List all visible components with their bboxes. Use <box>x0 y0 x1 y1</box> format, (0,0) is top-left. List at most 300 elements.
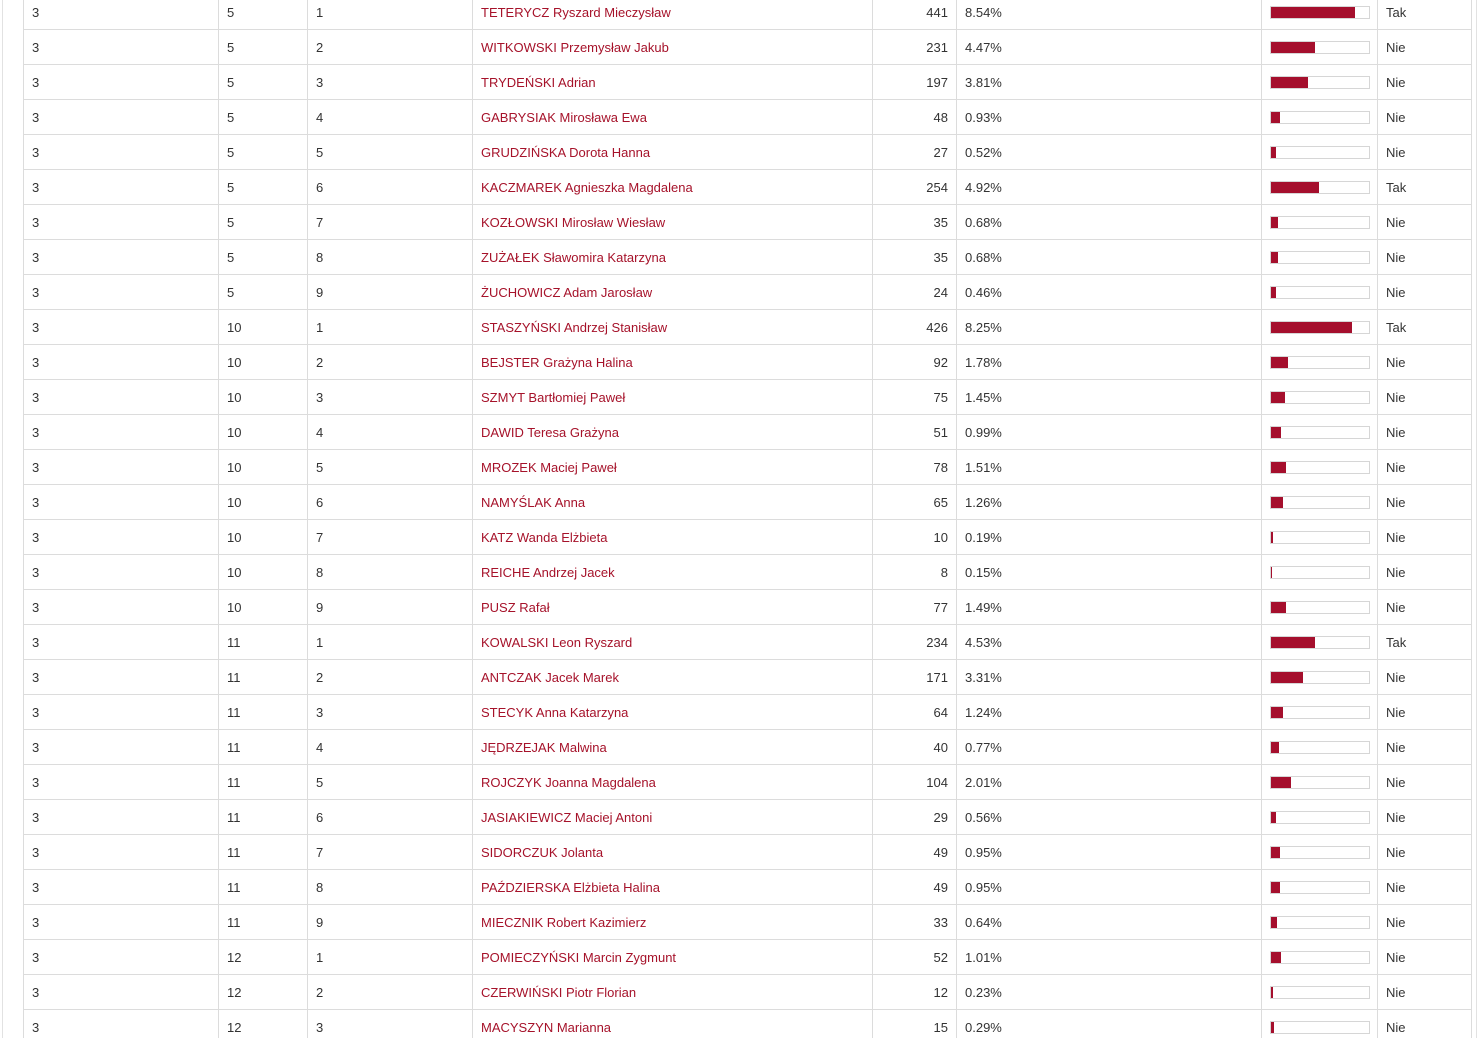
percent-bar-cell <box>1262 275 1378 310</box>
candidate-name-cell <box>473 135 873 170</box>
table-row <box>24 170 1472 205</box>
list-number-cell: 11 <box>219 905 308 940</box>
elected-cell: Tak <box>1378 0 1472 30</box>
candidate-name-cell <box>473 415 873 450</box>
position-cell: 8 <box>308 870 473 905</box>
votes-cell: 51 <box>873 415 957 450</box>
percent-bar <box>1270 1021 1370 1034</box>
percent-bar-fill <box>1271 392 1285 403</box>
list-number-cell: 5 <box>219 205 308 240</box>
votes-cell: 254 <box>873 170 957 205</box>
percent-bar-cell <box>1262 765 1378 800</box>
candidate-name-link[interactable]: PUSZ Rafał <box>481 599 550 615</box>
percent-bar-cell <box>1262 30 1378 65</box>
percent-cell: 4.47% <box>957 30 1262 65</box>
percent-bar-fill <box>1271 1022 1274 1033</box>
votes-cell: 12 <box>873 975 957 1010</box>
candidate-name-cell <box>473 625 873 660</box>
candidate-name-cell <box>473 520 873 555</box>
table-row <box>24 135 1472 170</box>
candidate-name-link[interactable]: ROJCZYK Joanna Magdalena <box>481 774 656 790</box>
elected-cell: Nie <box>1378 205 1472 240</box>
percent-bar <box>1270 286 1370 299</box>
percent-cell: 0.64% <box>957 905 1262 940</box>
candidate-name-link[interactable]: TRYDEŃSKI Adrian <box>481 74 596 90</box>
list-number-cell: 12 <box>219 975 308 1010</box>
percent-bar-cell <box>1262 940 1378 975</box>
position-cell: 4 <box>308 415 473 450</box>
percent-cell: 0.99% <box>957 415 1262 450</box>
percent-cell: 0.52% <box>957 135 1262 170</box>
votes-cell: 48 <box>873 100 957 135</box>
percent-bar-fill <box>1271 357 1288 368</box>
table-row <box>24 695 1472 730</box>
candidate-name-link[interactable]: PAŹDZIERSKA Elżbieta Halina <box>481 879 660 895</box>
elected-cell: Nie <box>1378 555 1472 590</box>
district-cell: 3 <box>24 730 219 765</box>
table-row <box>24 450 1472 485</box>
list-number-cell: 5 <box>219 65 308 100</box>
votes-cell: 197 <box>873 65 957 100</box>
position-cell: 7 <box>308 835 473 870</box>
list-number-cell: 11 <box>219 765 308 800</box>
percent-bar-cell <box>1262 660 1378 695</box>
percent-bar <box>1270 41 1370 54</box>
percent-bar-fill <box>1271 707 1283 718</box>
candidate-name-link[interactable]: SIDORCZUK Jolanta <box>481 844 604 860</box>
elected-cell: Nie <box>1378 520 1472 555</box>
elected-cell: Nie <box>1378 345 1472 380</box>
percent-bar-fill <box>1271 287 1276 298</box>
candidate-name-link[interactable]: MROZEK Maciej Paweł <box>481 459 617 475</box>
table-row <box>24 100 1472 135</box>
table-row <box>24 205 1472 240</box>
list-number-cell: 10 <box>219 485 308 520</box>
percent-bar <box>1270 216 1370 229</box>
candidate-name-cell <box>473 485 873 520</box>
elected-cell: Nie <box>1378 135 1472 170</box>
percent-bar-cell <box>1262 0 1378 30</box>
percent-bar-cell <box>1262 590 1378 625</box>
votes-cell: 8 <box>873 555 957 590</box>
candidate-name-cell <box>473 205 873 240</box>
percent-bar-fill <box>1271 777 1291 788</box>
position-cell: 2 <box>308 660 473 695</box>
district-cell: 3 <box>24 695 219 730</box>
percent-bar <box>1270 461 1370 474</box>
percent-bar-fill <box>1271 182 1319 193</box>
candidate-name-link[interactable]: ZUŻAŁEK Sławomira Katarzyna <box>481 249 666 265</box>
percent-bar-fill <box>1271 567 1272 578</box>
page-right-border <box>1476 0 1477 1038</box>
candidate-name-cell <box>473 380 873 415</box>
votes-cell: 65 <box>873 485 957 520</box>
list-number-cell: 5 <box>219 240 308 275</box>
elected-cell: Nie <box>1378 590 1472 625</box>
candidate-name-link[interactable]: MIECZNIK Robert Kazimierz <box>481 914 647 930</box>
district-cell: 3 <box>24 660 219 695</box>
percent-cell: 4.92% <box>957 170 1262 205</box>
table-row <box>24 310 1472 345</box>
percent-cell: 8.54% <box>957 0 1262 30</box>
elected-cell: Tak <box>1378 310 1472 345</box>
position-cell: 9 <box>308 275 473 310</box>
position-cell: 6 <box>308 485 473 520</box>
percent-cell: 0.46% <box>957 275 1262 310</box>
district-cell: 3 <box>24 380 219 415</box>
elected-cell: Nie <box>1378 380 1472 415</box>
percent-bar <box>1270 951 1370 964</box>
candidate-name-link[interactable]: KOZŁOWSKI Mirosław Wiesław <box>481 214 666 230</box>
list-number-cell: 10 <box>219 380 308 415</box>
table-row <box>24 520 1472 555</box>
elected-cell: Nie <box>1378 870 1472 905</box>
district-cell: 3 <box>24 975 219 1010</box>
votes-cell: 64 <box>873 695 957 730</box>
candidate-name-cell <box>473 660 873 695</box>
candidate-name-link[interactable]: TETERYCZ Ryszard Mieczysław <box>481 4 671 20</box>
percent-bar-fill <box>1271 252 1278 263</box>
percent-bar-cell <box>1262 835 1378 870</box>
percent-cell: 0.56% <box>957 800 1262 835</box>
district-cell: 3 <box>24 65 219 100</box>
percent-bar-cell <box>1262 485 1378 520</box>
position-cell: 9 <box>308 590 473 625</box>
district-cell: 3 <box>24 835 219 870</box>
percent-bar <box>1270 706 1370 719</box>
candidate-name-link[interactable]: DAWID Teresa Grażyna <box>481 424 619 440</box>
candidate-name-cell <box>473 695 873 730</box>
candidate-name-link[interactable]: JĘDRZEJAK Malwina <box>481 739 607 755</box>
percent-bar <box>1270 741 1370 754</box>
table-row <box>24 1010 1472 1038</box>
candidate-name-cell <box>473 905 873 940</box>
elected-cell: Nie <box>1378 975 1472 1010</box>
candidate-name-cell <box>473 730 873 765</box>
percent-bar-fill <box>1271 987 1273 998</box>
candidate-name-cell <box>473 1010 873 1038</box>
list-number-cell: 11 <box>219 870 308 905</box>
elected-cell: Nie <box>1378 940 1472 975</box>
percent-bar <box>1270 181 1370 194</box>
candidate-name-cell <box>473 940 873 975</box>
percent-bar-cell <box>1262 450 1378 485</box>
candidate-name-link[interactable]: GRUDZIŃSKA Dorota Hanna <box>481 144 651 160</box>
position-cell: 8 <box>308 555 473 590</box>
candidate-name-cell <box>473 310 873 345</box>
percent-bar <box>1270 776 1370 789</box>
candidate-name-cell <box>473 170 873 205</box>
percent-bar-cell <box>1262 380 1378 415</box>
percent-bar <box>1270 986 1370 999</box>
table-row <box>24 975 1472 1010</box>
percent-bar-fill <box>1271 147 1276 158</box>
candidate-name-link[interactable]: KOWALSKI Leon Ryszard <box>481 634 633 650</box>
list-number-cell: 12 <box>219 940 308 975</box>
district-cell: 3 <box>24 450 219 485</box>
elected-cell: Nie <box>1378 450 1472 485</box>
candidate-name-link[interactable]: WITKOWSKI Przemysław Jakub <box>481 39 669 55</box>
district-cell: 3 <box>24 765 219 800</box>
percent-cell: 2.01% <box>957 765 1262 800</box>
percent-cell: 0.77% <box>957 730 1262 765</box>
votes-cell: 234 <box>873 625 957 660</box>
table-row <box>24 30 1472 65</box>
position-cell: 5 <box>308 450 473 485</box>
elected-cell: Nie <box>1378 835 1472 870</box>
votes-cell: 49 <box>873 870 957 905</box>
percent-bar-fill <box>1271 77 1308 88</box>
list-number-cell: 5 <box>219 135 308 170</box>
candidate-name-link[interactable]: JASIAKIEWICZ Maciej Antoni <box>481 809 653 825</box>
table-row <box>24 765 1472 800</box>
percent-bar <box>1270 916 1370 929</box>
percent-bar-cell <box>1262 1010 1378 1038</box>
percent-bar-fill <box>1271 637 1315 648</box>
percent-bar-cell <box>1262 520 1378 555</box>
percent-bar-fill <box>1271 602 1286 613</box>
table-row <box>24 660 1472 695</box>
district-cell: 3 <box>24 275 219 310</box>
votes-cell: 15 <box>873 1010 957 1038</box>
list-number-cell: 10 <box>219 415 308 450</box>
percent-cell: 0.68% <box>957 240 1262 275</box>
candidate-name-link[interactable]: REICHE Andrzej Jacek <box>481 564 615 580</box>
list-number-cell: 11 <box>219 625 308 660</box>
percent-bar <box>1270 321 1370 334</box>
votes-cell: 426 <box>873 310 957 345</box>
percent-cell: 3.31% <box>957 660 1262 695</box>
percent-bar <box>1270 531 1370 544</box>
district-cell: 3 <box>24 555 219 590</box>
candidate-name-link[interactable]: POMIECZYŃSKI Marcin Zygmunt <box>481 949 677 965</box>
page-left-border <box>2 0 3 1038</box>
position-cell: 3 <box>308 695 473 730</box>
elected-cell: Nie <box>1378 485 1472 520</box>
table-row <box>24 275 1472 310</box>
percent-cell: 0.93% <box>957 100 1262 135</box>
candidate-name-cell <box>473 765 873 800</box>
percent-bar-cell <box>1262 205 1378 240</box>
table-row <box>24 65 1472 100</box>
votes-cell: 171 <box>873 660 957 695</box>
candidate-name-link[interactable]: STECYK Anna Katarzyna <box>481 704 629 720</box>
district-cell: 3 <box>24 345 219 380</box>
position-cell: 2 <box>308 30 473 65</box>
district-cell: 3 <box>24 800 219 835</box>
percent-cell: 1.01% <box>957 940 1262 975</box>
position-cell: 2 <box>308 345 473 380</box>
percent-bar-cell <box>1262 135 1378 170</box>
candidate-name-cell <box>473 975 873 1010</box>
candidate-name-link[interactable]: STASZYŃSKI Andrzej Stanisław <box>481 319 668 335</box>
list-number-cell: 11 <box>219 730 308 765</box>
position-cell: 6 <box>308 800 473 835</box>
percent-bar-cell <box>1262 415 1378 450</box>
percent-bar <box>1270 881 1370 894</box>
candidate-results-table <box>23 0 1472 1038</box>
percent-bar-cell <box>1262 65 1378 100</box>
votes-cell: 231 <box>873 30 957 65</box>
elected-cell: Nie <box>1378 275 1472 310</box>
percent-bar-cell <box>1262 345 1378 380</box>
elected-cell: Nie <box>1378 30 1472 65</box>
list-number-cell: 10 <box>219 520 308 555</box>
candidate-name-cell <box>473 590 873 625</box>
position-cell: 4 <box>308 730 473 765</box>
elected-cell: Nie <box>1378 905 1472 940</box>
votes-cell: 10 <box>873 520 957 555</box>
list-number-cell: 12 <box>219 1010 308 1038</box>
percent-bar-fill <box>1271 427 1281 438</box>
votes-cell: 75 <box>873 380 957 415</box>
elected-cell: Nie <box>1378 1010 1472 1038</box>
percent-bar-cell <box>1262 240 1378 275</box>
candidate-name-link[interactable]: MACYSZYN Marianna <box>481 1019 612 1035</box>
table-row <box>24 380 1472 415</box>
position-cell: 5 <box>308 135 473 170</box>
district-cell: 3 <box>24 310 219 345</box>
candidate-name-cell <box>473 275 873 310</box>
percent-bar <box>1270 391 1370 404</box>
candidate-name-cell <box>473 30 873 65</box>
district-cell: 3 <box>24 100 219 135</box>
table-row <box>24 625 1472 660</box>
list-number-cell: 5 <box>219 275 308 310</box>
district-cell: 3 <box>24 870 219 905</box>
votes-cell: 27 <box>873 135 957 170</box>
list-number-cell: 11 <box>219 835 308 870</box>
percent-bar <box>1270 251 1370 264</box>
votes-cell: 35 <box>873 240 957 275</box>
elected-cell: Nie <box>1378 695 1472 730</box>
position-cell: 1 <box>308 0 473 30</box>
elected-cell: Nie <box>1378 800 1472 835</box>
percent-cell: 0.29% <box>957 1010 1262 1038</box>
percent-bar-fill <box>1271 497 1283 508</box>
district-cell: 3 <box>24 1010 219 1038</box>
percent-bar-cell <box>1262 695 1378 730</box>
percent-bar <box>1270 846 1370 859</box>
percent-bar-cell <box>1262 100 1378 135</box>
table-row <box>24 870 1472 905</box>
percent-bar <box>1270 496 1370 509</box>
votes-cell: 40 <box>873 730 957 765</box>
list-number-cell: 11 <box>219 800 308 835</box>
candidate-name-cell <box>473 65 873 100</box>
position-cell: 1 <box>308 310 473 345</box>
percent-cell: 0.23% <box>957 975 1262 1010</box>
votes-cell: 33 <box>873 905 957 940</box>
candidate-name-link[interactable]: GABRYSIAK Mirosława Ewa <box>481 109 647 125</box>
votes-cell: 52 <box>873 940 957 975</box>
district-cell: 3 <box>24 205 219 240</box>
candidate-name-link[interactable]: BEJSTER Grażyna Halina <box>481 354 633 370</box>
percent-bar-cell <box>1262 170 1378 205</box>
percent-bar-fill <box>1271 742 1279 753</box>
percent-bar-fill <box>1271 952 1281 963</box>
votes-cell: 35 <box>873 205 957 240</box>
candidate-name-link[interactable]: SZMYT Bartłomiej Paweł <box>481 389 626 405</box>
candidate-name-cell <box>473 0 873 30</box>
votes-cell: 441 <box>873 0 957 30</box>
list-number-cell: 10 <box>219 310 308 345</box>
table-row <box>24 905 1472 940</box>
list-number-cell: 11 <box>219 660 308 695</box>
table-row <box>24 485 1472 520</box>
percent-cell: 4.53% <box>957 625 1262 660</box>
votes-cell: 49 <box>873 835 957 870</box>
percent-cell: 3.81% <box>957 65 1262 100</box>
district-cell: 3 <box>24 0 219 30</box>
percent-bar-fill <box>1271 462 1286 473</box>
position-cell: 4 <box>308 100 473 135</box>
percent-bar <box>1270 426 1370 439</box>
position-cell: 8 <box>308 240 473 275</box>
district-cell: 3 <box>24 905 219 940</box>
list-number-cell: 11 <box>219 695 308 730</box>
percent-bar-cell <box>1262 975 1378 1010</box>
list-number-cell: 5 <box>219 100 308 135</box>
percent-bar-fill <box>1271 812 1276 823</box>
position-cell: 1 <box>308 625 473 660</box>
percent-bar-fill <box>1271 42 1315 53</box>
percent-bar-fill <box>1271 882 1280 893</box>
table-body <box>24 0 1472 1038</box>
list-number-cell: 10 <box>219 590 308 625</box>
position-cell: 7 <box>308 205 473 240</box>
position-cell: 3 <box>308 65 473 100</box>
percent-cell: 0.19% <box>957 520 1262 555</box>
elected-cell: Nie <box>1378 65 1472 100</box>
percent-bar <box>1270 76 1370 89</box>
percent-bar <box>1270 636 1370 649</box>
position-cell: 3 <box>308 380 473 415</box>
position-cell: 6 <box>308 170 473 205</box>
table-row <box>24 555 1472 590</box>
percent-bar-cell <box>1262 730 1378 765</box>
list-number-cell: 5 <box>219 170 308 205</box>
elected-cell: Nie <box>1378 765 1472 800</box>
candidate-name-link[interactable]: KACZMAREK Agnieszka Magdalena <box>481 179 693 195</box>
percent-bar <box>1270 811 1370 824</box>
candidate-name-cell <box>473 345 873 380</box>
candidate-name-link[interactable]: KATZ Wanda Elżbieta <box>481 529 608 545</box>
percent-bar-fill <box>1271 672 1303 683</box>
percent-bar <box>1270 6 1370 19</box>
district-cell: 3 <box>24 415 219 450</box>
percent-cell: 0.95% <box>957 870 1262 905</box>
percent-cell: 0.68% <box>957 205 1262 240</box>
candidate-name-link[interactable]: ANTCZAK Jacek Marek <box>481 669 619 685</box>
percent-bar-fill <box>1271 917 1277 928</box>
candidate-name-link[interactable]: CZERWIŃSKI Piotr Florian <box>481 984 637 1000</box>
candidate-name-link[interactable]: NAMYŚLAK Anna <box>481 494 586 510</box>
votes-cell: 29 <box>873 800 957 835</box>
candidate-name-cell <box>473 835 873 870</box>
table-row <box>24 940 1472 975</box>
percent-cell: 1.45% <box>957 380 1262 415</box>
table-row <box>24 0 1472 30</box>
candidate-name-cell <box>473 800 873 835</box>
list-number-cell: 10 <box>219 450 308 485</box>
candidate-name-link[interactable]: ŻUCHOWICZ Adam Jarosław <box>481 284 653 300</box>
table-row <box>24 730 1472 765</box>
candidate-name-cell <box>473 870 873 905</box>
percent-bar <box>1270 111 1370 124</box>
percent-bar-fill <box>1271 847 1280 858</box>
list-number-cell: 10 <box>219 555 308 590</box>
